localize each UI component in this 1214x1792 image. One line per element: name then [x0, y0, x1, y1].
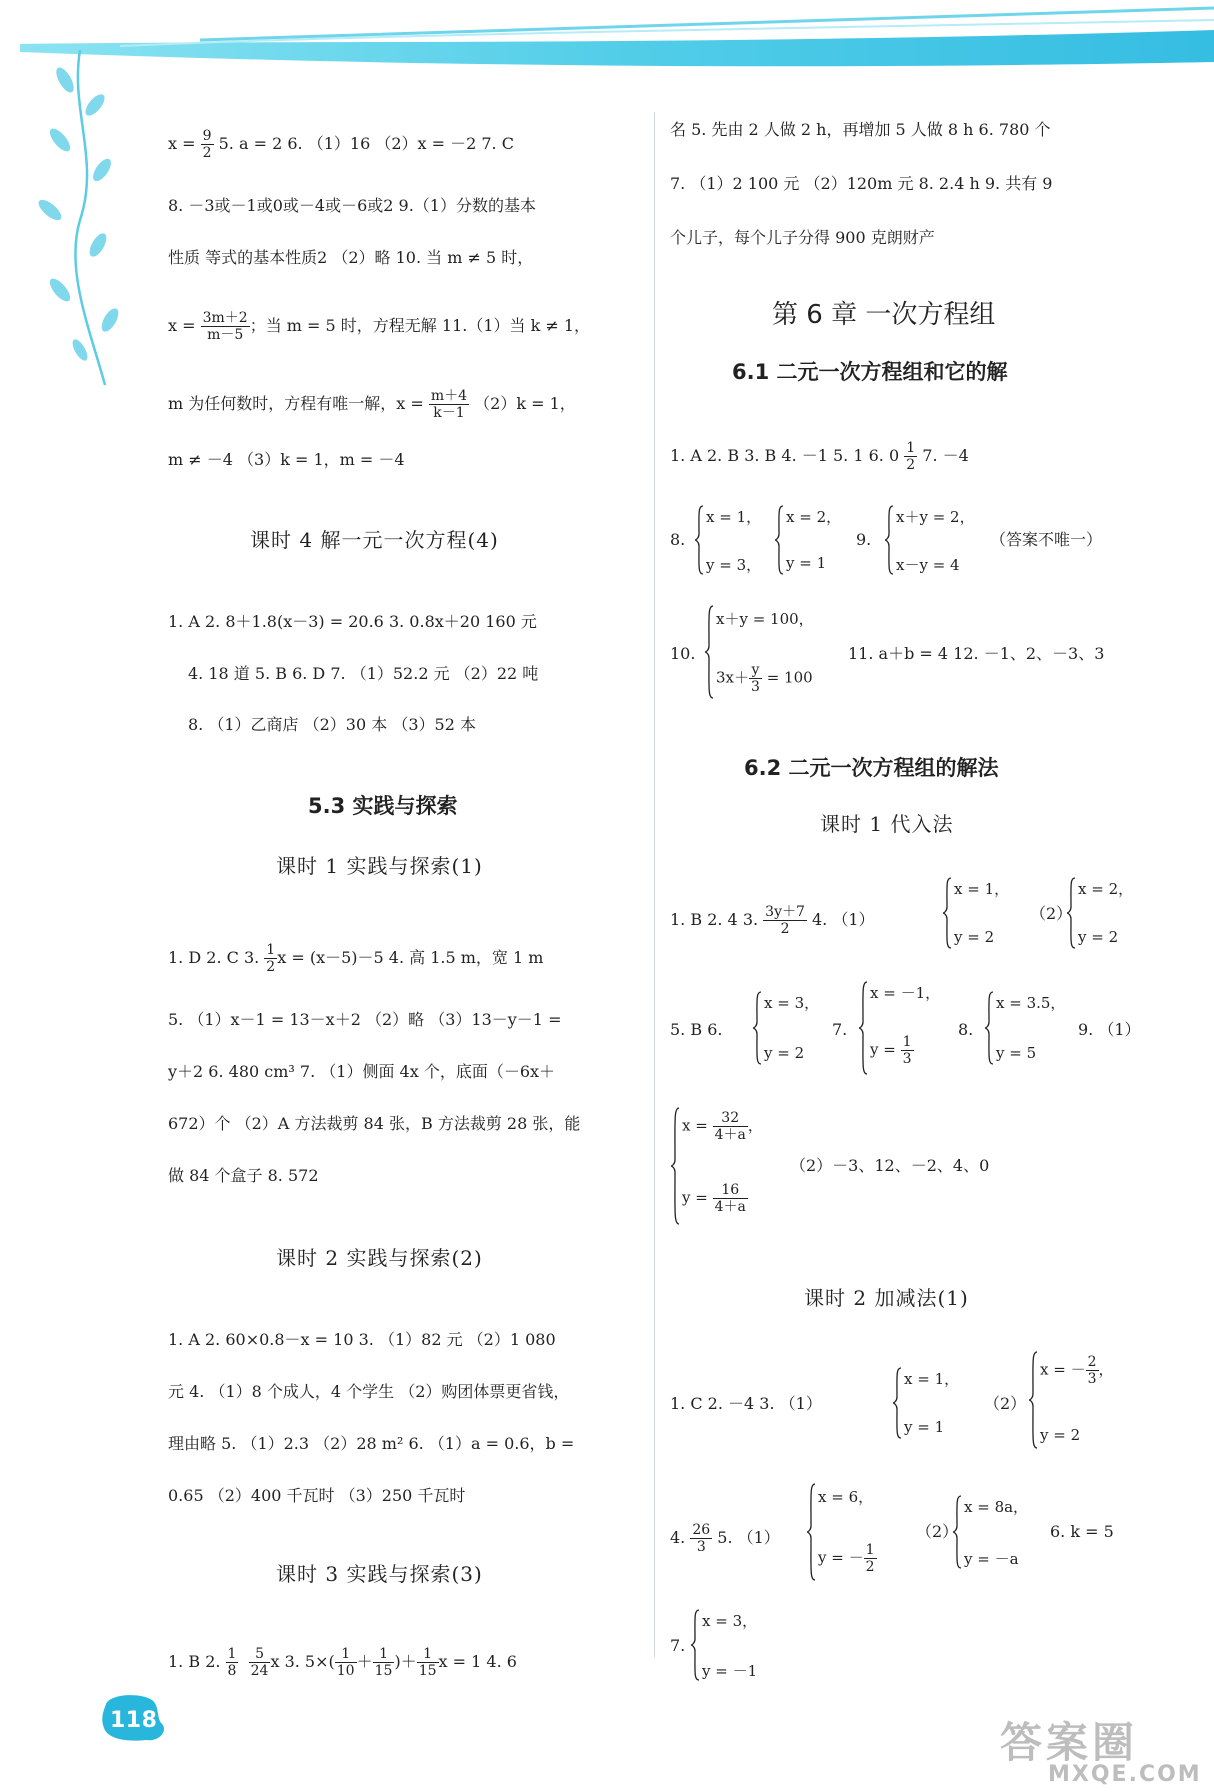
- elim-line-1: 1. C 2. －4 3. （1）: [670, 1394, 822, 1413]
- subst-q4-system-1: x = 1， y = 2: [942, 876, 1012, 950]
- heading-lesson-4: 课时 4 解一元一次方程(4): [250, 528, 499, 552]
- left-line-6: m ≠ －4 （3）k = 1，m = －4: [168, 450, 405, 469]
- elim-q7-system: x = 3， y = －1: [690, 1608, 770, 1682]
- elim-q3-part2: （2）: [984, 1394, 1027, 1413]
- watermark: [1000, 1710, 1210, 1792]
- subst-q8-system: x = 3.5， y = 5: [984, 990, 1064, 1066]
- heading-section-6-2: 6.2 二元一次方程组的解法: [744, 756, 999, 780]
- q11-12-line: 11. a＋b = 4 12. －1、2、－3、3: [848, 644, 1105, 663]
- subst-q8-label: 8.: [958, 1020, 974, 1039]
- left-line-1: x = $\frac{9}{2}$ 5. a = 2 6. （1）16 （2）x = －2 7. C: [168, 128, 514, 161]
- q9-system: x＋y = 2， x－y = 4: [884, 504, 984, 576]
- right-line-2: 7. （1）2 100 元 （2）120m 元 8. 2.4 h 9. 共有 9: [670, 174, 1053, 193]
- watermark-logo-text: 答案圈: [1000, 1718, 1139, 1767]
- q9-label: 9.: [856, 530, 872, 549]
- elim-q5-part2: （2）: [916, 1522, 959, 1541]
- subst-q9-label: 9. （1）: [1078, 1020, 1141, 1039]
- heading-chapter-6: 第 6 章 一次方程组: [772, 300, 996, 330]
- heading-practice-2: 课时 2 实践与探索(2): [276, 1246, 483, 1270]
- practice1-line-2: 5. （1）x－1 = 13－x＋2 （2）略 （3）13－y－1 =: [168, 1010, 562, 1029]
- practice2-line-3: 理由略 5. （1）2.3 （2）28 m² 6. （1）a = 0.6，b =: [168, 1434, 575, 1453]
- elim-q3-system-2: x = － $\frac{2}{3}$ ， y = 2: [1028, 1350, 1138, 1450]
- practice2-line-4: 0.65 （2）400 千瓦时 （3）250 千瓦时: [168, 1486, 466, 1505]
- subst-q6-system: x = 3， y = 2: [752, 990, 822, 1066]
- lesson4-line-3: 8. （1）乙商店 （2）30 本 （3）52 本: [188, 715, 476, 734]
- elim-q5-system-2: x = 8a， y = －a: [952, 1494, 1032, 1570]
- left-line-4: x = $\frac{3m+2}{m-5}$ ；当 m = 5 时，方程无解 11.（1）当 k ≠ 1，: [168, 310, 591, 343]
- subst-q7-system: x = －1， y = $\frac{1}{3}$: [858, 980, 948, 1076]
- page-number-text: 118: [110, 1708, 158, 1733]
- subst-q4-part2: （2）: [1030, 904, 1073, 923]
- elim-line-2: 4. $\frac{26}{3}$ 5. （1）: [670, 1522, 780, 1555]
- q9-note: （答案不唯一）: [990, 530, 1103, 549]
- heading-section-6-1: 6.1 二元一次方程组和它的解: [732, 360, 1008, 384]
- heading-elimination-1: 课时 2 加减法(1): [804, 1286, 969, 1310]
- subst-q9-system: x = $\frac{32}{4+a}$ ， y = $\frac{16}{4+a}$: [670, 1106, 770, 1226]
- lesson4-line-1: 1. A 2. 8＋1.8(x－3) = 20.6 3. 0.8x＋20 160 元: [168, 612, 537, 631]
- q10-system: x＋y = 100， 3x＋ $\frac{y}{3}$ = 100: [704, 604, 834, 700]
- practice1-line-4: 672）个 （2）A 方法裁剪 84 张，B 方法裁剪 28 张，能: [168, 1114, 581, 1133]
- practice1-line-3: y＋2 6. 480 cm³ 7. （1）侧面 4x 个，底面（－6x＋: [168, 1062, 556, 1081]
- lesson4-line-2: 4. 18 道 5. B 6. D 7. （1）52.2 元 （2）22 吨: [188, 664, 539, 683]
- subst-q7-label: 7.: [832, 1020, 848, 1039]
- q8-system-1: x = 1， y = 3，: [694, 504, 764, 576]
- elim-q5-system-1: x = 6， y = － $\frac{1}{2}$: [806, 1482, 906, 1582]
- right-line-3: 个儿子，每个儿子分得 900 克朗财产: [670, 228, 935, 247]
- right-line-1: 名 5. 先由 2 人做 2 h，再增加 5 人做 8 h 6. 780 个: [670, 120, 1051, 139]
- left-line-3: 性质 等式的基本性质2 （2）略 10. 当 m ≠ 5 时，: [168, 248, 534, 267]
- subst-line-2: 5. B 6.: [670, 1020, 723, 1039]
- heading-substitution: 课时 1 代入法: [820, 812, 954, 836]
- subst-q4-system-2: x = 2， y = 2: [1066, 876, 1136, 950]
- left-line-5: m 为任何数时，方程有唯一解，x = $\frac{m+4}{k-1}$ （2）k = 1，: [168, 388, 576, 421]
- subst-q9-part2: （2）－3、12、－2、4、0: [790, 1156, 990, 1175]
- page-number: [100, 1690, 170, 1746]
- heading-practice-1: 课时 1 实践与探索(1): [276, 854, 483, 878]
- header-banner: [0, 0, 1214, 80]
- q8-system-2: x = 2， y = 1: [774, 504, 844, 576]
- heading-section-5-3: 5.3 实践与探索: [308, 794, 458, 818]
- left-line-2: 8. －3或－1或0或－4或－6或2 9.（1）分数的基本: [168, 196, 536, 215]
- practice1-line-5: 做 84 个盒子 8. 572: [168, 1166, 319, 1185]
- column-divider: [654, 112, 655, 1657]
- sec61-line-1: 1. A 2. B 3. B 4. －1 5. 1 6. 0 $\frac{1}{2}$ 7. －4: [670, 440, 969, 473]
- practice2-line-2: 元 4. （1）8 个成人，4 个学生 （2）购团体票更省钱，: [168, 1382, 570, 1401]
- vine-decoration: [20, 50, 130, 390]
- practice1-line-1: 1. D 2. C 3. $\frac{1}{2}$ x = (x－5)－5 4. 高 1.5 m，宽 1 m: [168, 942, 544, 975]
- subst-line-1: 1. B 2. 4 3. $\frac{3y+7}{2}$ 4. （1）: [670, 904, 875, 937]
- elim-q3-system-1: x = 1， y = 1: [892, 1366, 962, 1440]
- heading-practice-3: 课时 3 实践与探索(3): [276, 1562, 483, 1586]
- watermark-url: MXQE.COM: [1048, 1762, 1202, 1787]
- elim-q7-label: 7.: [670, 1636, 686, 1655]
- practice2-line-1: 1. A 2. 60×0.8－x = 10 3. （1）82 元 （2）1 080: [168, 1330, 556, 1349]
- q8-label: 8.: [670, 530, 686, 549]
- practice3-line-1: 1. B 2. $\frac{1}{8}$ $\frac{5}{24}$ x 3. 5×( $\frac{1}{10}$ ＋ $\frac{1}{15}$ )＋ $\frac{1}{15}$ x = 1 4. 6: [168, 1646, 517, 1679]
- q10-label: 10.: [670, 644, 696, 663]
- elim-q6: 6. k = 5: [1050, 1522, 1114, 1541]
